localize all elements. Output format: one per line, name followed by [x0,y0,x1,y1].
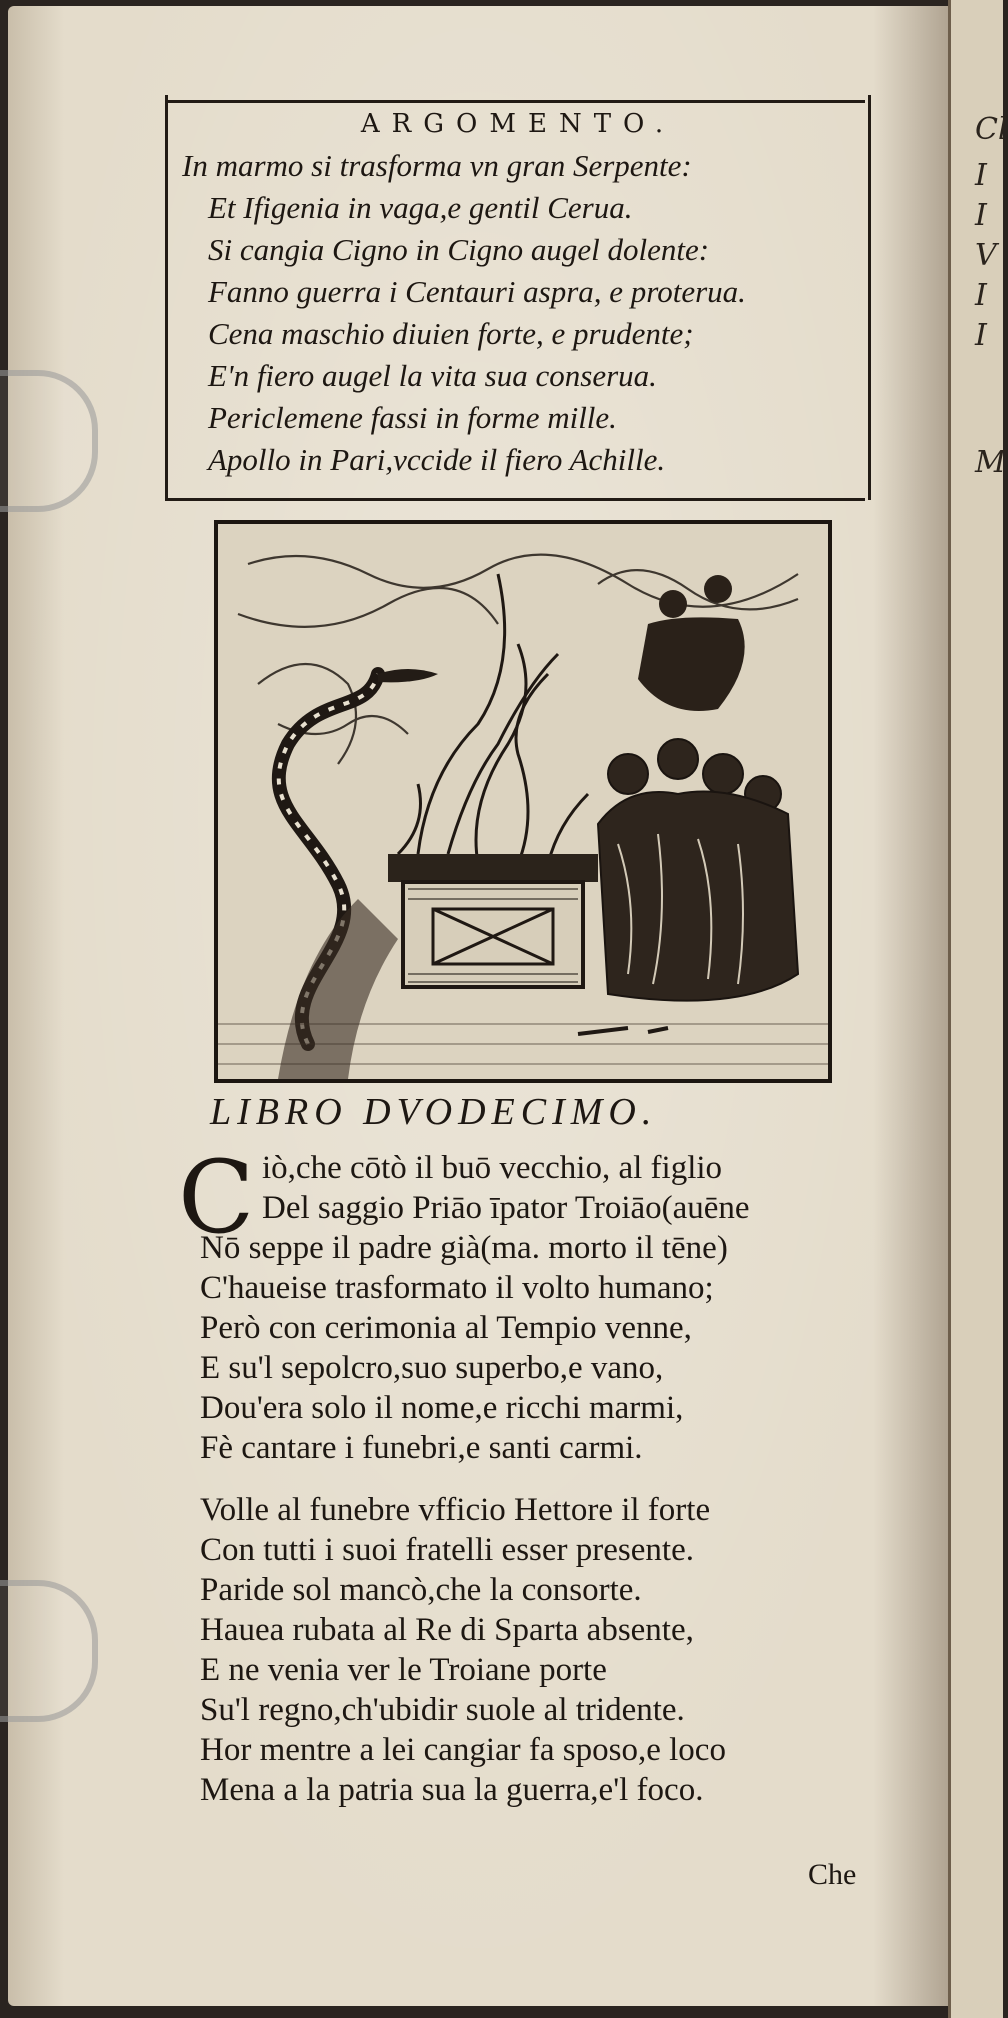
argument-line: E'n fiero augel la vita sua conserua. [208,358,657,393]
facing-page-edge [948,0,1008,2018]
verse-line: Hauea rubata al Re di Sparta absente, [200,1612,694,1648]
plastic-clip-top [0,370,98,512]
stanza-1 [200,1148,920,1468]
argument-title: ARGOMENTO. [360,109,676,139]
argument-box [165,95,871,500]
verse-line: Nō seppe il padre già(ma. morto il tēne) [200,1230,728,1266]
argument-line: Periclemene fassi in forme mille. [208,400,617,435]
verse-line: Mena a la patria sua la guerra,e'l foco. [200,1772,704,1808]
verse-line: Però con cerimonia al Tempio venne, [200,1310,692,1346]
book-title: LIBRO DVODECIMO. [210,1091,658,1133]
stanza-2 [200,1490,920,1810]
argument-line: Et Ifigenia in vaga,e gentil Cerua. [208,190,633,225]
plastic-clip-bottom [0,1580,98,1722]
facing-page-fragment: Cl [975,112,1008,147]
facing-page-fragment: V [975,238,997,273]
verse-line: Paride sol mancò,che la consorte. [200,1572,642,1608]
argument-line: Fanno guerra i Centauri aspra, e proterua. [208,274,746,309]
facing-page-fragment: I [975,198,987,233]
verse-line: Hor mentre a lei cangiar fa sposo,e loco [200,1732,726,1768]
facing-page-fragment: I [975,278,987,313]
verse-line: Fè cantare i funebri,e santi carmi. [200,1430,643,1466]
catchword: Che [808,1858,857,1891]
verse-line: Dou'era solo il nome,e ricchi marmi, [200,1390,684,1426]
facing-page-fragment: I [975,158,987,193]
verse-line: Del saggio Priāo īpator Troiāo(auēne [262,1190,750,1226]
facing-page-fragment: I [975,318,987,353]
verse-line: C'haueise trasformato il volto humano; [200,1270,714,1306]
woodcut-illustration [214,520,832,1083]
argument-line: Apollo in Pari,vccide il fiero Achille. [208,442,666,477]
facing-page-fragment: M [975,445,1006,480]
drop-cap: C [178,1139,255,1256]
verse-line: E su'l sepolcro,suo superbo,e vano, [200,1350,664,1386]
verse-line: Su'l regno,ch'ubidir suole al tridente. [200,1692,685,1728]
argument-verses [182,145,872,481]
argument-line: Si cangia Cigno in Cigno augel dolente: [208,232,710,267]
woodcut-sacrifice-icon [218,524,828,1079]
verse-line: Con tutti i suoi fratelli esser presente. [200,1532,694,1568]
argument-line: In marmo si trasforma vn gran Serpente: [182,148,692,183]
argument-line: Cena maschio diuien forte, e prudente; [208,316,694,351]
verse-line: Volle al funebre vfficio Hettore il forte [200,1492,711,1528]
verse-line: iò,che cōtò il buō vecchio, al figlio [262,1150,723,1186]
verse-line: E ne venia ver le Troiane porte [200,1652,607,1688]
